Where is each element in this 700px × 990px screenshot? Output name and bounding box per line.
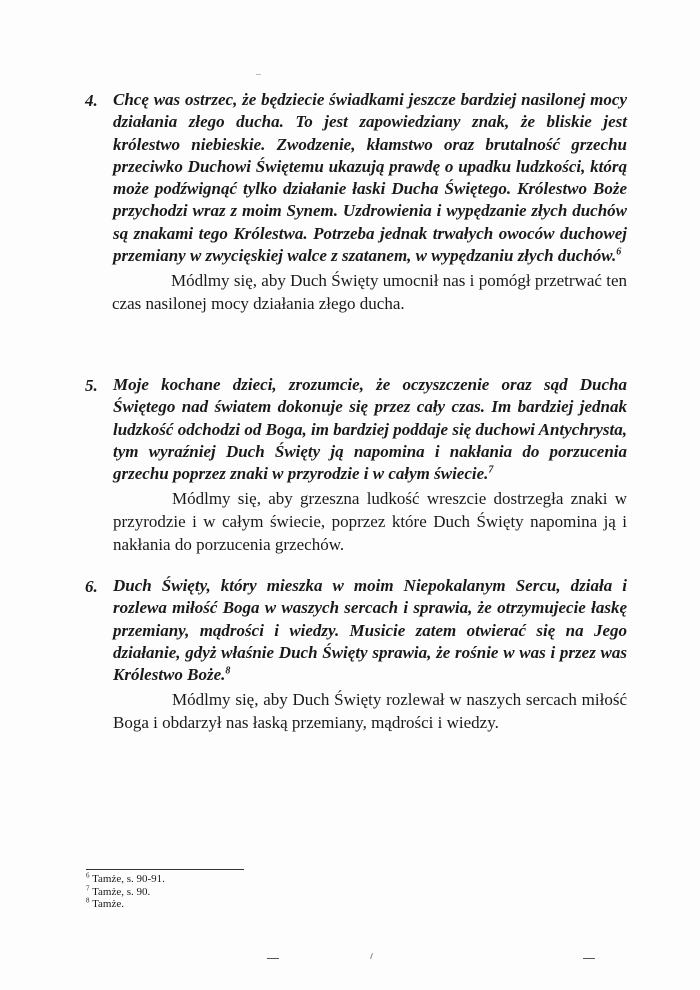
scan-mark [583,958,595,959]
footnote-separator [86,869,244,870]
scan-mark [256,74,261,75]
footnote-ref: 7 [488,464,494,476]
item-number: 5. [85,376,98,395]
prayer-text: Módlmy się, aby grzeszna ludkość wreszcie dostrzegła znaki w przyrodzie i w całym świecie, poprzez które Duch Święty napomina ją i nakłania do porzucenia grzechów. [113,489,627,555]
footnote-ref: 8 [225,665,231,677]
item-number: 4. [85,91,98,110]
numbered-item-6 [85,575,627,734]
footnotes [86,873,165,911]
numbered-item-4 [85,89,627,315]
scan-mark [370,953,373,959]
message-text: Chcę was ostrzec, że będziecie świadkami jeszcze bardziej nasilonej mocy działania złego ducha. To jest zapowiedziany znak, że bliskie jest królestwo niebieskie. Zwodzenie, kłamstwo oraz brutalność grzechu przeciwko Duchowi Świętemu ukazują prawdę o upadku ludzkości, którą może podźwignąć tylko działanie łaski Ducha Świętego. Królestwo Boże przychodzi wraz z moim Synem. Uzdrowienia i wypędzanie złych duchów są znakami tego Królestwa. Potrzeba jednak trwałych owoców duchowej przemiany w zwycięskiej walce z szatanem, w wypędzaniu złych duchów.$^6$ [113,90,627,266]
footnote-ref: 6 [616,246,622,258]
item-number: 6. [85,577,98,596]
scan-mark [267,958,279,959]
prayer-text: Módlmy się, aby Duch Święty umocnił nas i pomógł przetrwać ten czas nasilonej mocy działania złego ducha. [112,271,627,314]
footnote: $^6$ Tamże, s. 90-91. [86,871,165,885]
footnote: $^8$ Tamże. [86,896,124,910]
message-text: Moje kochane dzieci, zrozumcie, że oczyszczenie oraz sąd Ducha Świętego nad światem dokonuje się przez cały czas. Im bardziej jednak ludzkość odchodzi od Boga, im bardziej poddaje się duchowi Antychrysta, tym wyraźniej Duch Święty ją napomina i nakłania do porzucenia grzechu poprzez znaki w przyrodzie i w całym świecie.$^7$ [113,375,627,484]
numbered-item-5 [85,374,627,556]
footnote: $^7$ Tamże, s. 90. [86,883,151,898]
message-text: Duch Święty, który mieszka w moim Niepokalanym Sercu, działa i rozlewa miłość Boga w waszych sercach i sprawia, że otrzymujecie łaskę przemiany, mądrości i wiedzy. Musicie zatem otwierać się na Jego działanie, gdyż właśnie Duch Święty sprawia, że rośnie w was i przez was Królestwo Boże.$^8$ [113,576,627,685]
prayer-text: Módlmy się, aby Duch Święty rozlewał w naszych sercach miłość Boga i obdarzył nas łaską przemiany, mądrości i wiedzy. [113,690,627,733]
